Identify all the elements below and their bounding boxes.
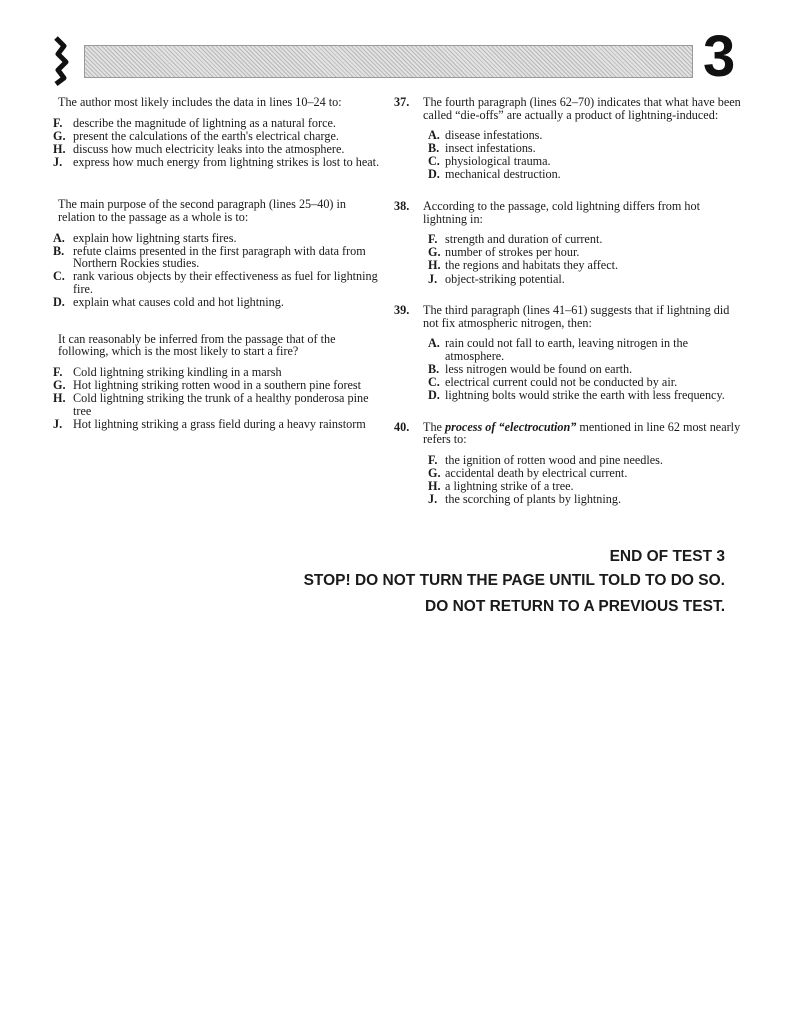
left-column xyxy=(53,95,380,449)
option-text: physiological trauma. xyxy=(445,154,551,169)
option-text: Hot lightning striking rotten wood in a southern pine forest xyxy=(73,378,362,392)
option-letter: G. xyxy=(428,466,441,481)
stop-instruction: STOP! DO NOT TURN THE PAGE UNTIL TOLD TO DO SO. xyxy=(303,572,725,589)
answer-option[interactable] xyxy=(53,295,380,310)
end-of-test-notice: END OF TEST 3 xyxy=(609,548,725,565)
option-letter: G. xyxy=(53,128,66,143)
option-letter: F. xyxy=(53,115,63,130)
option-text: Cold lightning striking the trunk of a healthy ponderosa pine tree xyxy=(73,391,369,418)
answer-option[interactable] xyxy=(53,230,380,245)
option-letter: B. xyxy=(53,243,65,258)
option-letter: F. xyxy=(53,364,63,379)
answer-options xyxy=(398,129,744,181)
question-stem: The fourth paragraph (lines 62–70) indicates that what have been called “die-offs” are actually a product of lightning-induced: xyxy=(423,95,741,122)
answer-option[interactable] xyxy=(423,493,744,506)
answer-option[interactable] xyxy=(423,168,744,181)
header-shaded-bar xyxy=(84,45,693,78)
option-letter: H. xyxy=(53,391,66,406)
answer-option[interactable] xyxy=(423,376,744,389)
answer-option[interactable] xyxy=(423,467,744,480)
answer-option[interactable] xyxy=(423,363,744,376)
right-column xyxy=(394,95,744,525)
option-letter: C. xyxy=(53,269,65,284)
answer-option[interactable] xyxy=(423,389,744,402)
answer-option[interactable] xyxy=(53,128,380,143)
option-text: strength and duration of current. xyxy=(445,232,603,247)
answer-option[interactable] xyxy=(423,480,744,493)
answer-option[interactable] xyxy=(53,364,380,379)
answer-option[interactable] xyxy=(423,233,744,246)
option-letter: C. xyxy=(428,375,440,390)
option-letter: A. xyxy=(428,128,440,143)
option-letter: H. xyxy=(53,141,66,156)
option-text: rank various objects by their effectiveness as fuel for lightning fire. xyxy=(73,269,378,297)
option-letter: D. xyxy=(53,295,65,310)
option-text: Cold lightning striking kindling in a marsh xyxy=(73,364,282,379)
option-text: describe the magnitude of lightning as a natural force. xyxy=(73,115,336,130)
question-40 xyxy=(394,419,744,507)
answer-options xyxy=(53,115,380,169)
answer-options xyxy=(398,233,744,285)
option-text: refute claims presented in the first paragraph with data from Northern Rockies studies. xyxy=(73,243,366,271)
question-stem: The author most likely includes the data in lines 10–24 to: xyxy=(58,95,342,109)
section-number: 3 xyxy=(703,24,736,89)
option-text: the regions and habitats they affect. xyxy=(445,258,619,273)
option-letter: F. xyxy=(428,232,438,247)
answer-options xyxy=(398,454,744,506)
option-text: lightning bolts would strike the earth with less frequency. xyxy=(445,388,725,403)
option-text: discuss how much electricity leaks into the atmosphere. xyxy=(73,141,345,156)
option-letter: G. xyxy=(53,378,66,392)
question-stem: It can reasonably be inferred from the passage that of the following, which is the most likely to start a fire? xyxy=(58,331,336,359)
question-left-3 xyxy=(53,331,380,431)
question-number: 37. xyxy=(394,95,410,109)
answer-option[interactable] xyxy=(423,273,744,286)
option-text: the scorching of plants by lightning. xyxy=(445,492,622,507)
option-letter: H. xyxy=(428,258,441,273)
question-38 xyxy=(394,199,744,286)
option-text: less nitrogen would be found on earth. xyxy=(445,362,633,376)
answer-option[interactable] xyxy=(53,391,380,418)
option-letter: H. xyxy=(428,479,441,494)
option-letter: D. xyxy=(428,388,440,403)
question-stem-end: mentioned in line 62 most nearly refers to: xyxy=(423,419,741,447)
option-text: present the calculations of the earth's electrical charge. xyxy=(73,128,339,143)
option-text: accidental death by electrical current. xyxy=(445,466,628,481)
option-text: insect infestations. xyxy=(445,141,536,156)
answer-option[interactable] xyxy=(53,378,380,392)
option-letter: J. xyxy=(428,271,438,286)
answer-options xyxy=(398,337,744,401)
option-letter: J. xyxy=(53,154,63,169)
answer-option[interactable] xyxy=(423,454,744,467)
option-text: rain could not fall to earth, leaving nitrogen in the atmosphere. xyxy=(445,336,689,363)
question-stem-start: The xyxy=(423,419,445,434)
answer-option[interactable] xyxy=(53,154,380,169)
question-39 xyxy=(394,303,744,403)
question-left-1 xyxy=(53,95,380,169)
question-stem: The third paragraph (lines 41–61) suggests that if lightning did not fix atmospheric nitrogen, then: xyxy=(423,303,730,330)
answer-options xyxy=(53,364,380,431)
option-letter: C. xyxy=(428,154,440,169)
answer-option[interactable] xyxy=(423,155,744,168)
option-letter: J. xyxy=(53,416,63,431)
option-text: express how much energy from lightning strikes is lost to heat. xyxy=(73,154,380,169)
section-marker-icon xyxy=(52,36,70,86)
option-letter: A. xyxy=(53,230,65,245)
option-text: object-striking potential. xyxy=(445,271,565,286)
option-letter: B. xyxy=(428,362,440,376)
return-instruction: DO NOT RETURN TO A PREVIOUS TEST. xyxy=(425,598,725,615)
option-text: disease infestations. xyxy=(445,128,543,143)
question-number: 39. xyxy=(394,303,410,318)
answer-options xyxy=(53,230,380,310)
option-text: explain what causes cold and hot lightning. xyxy=(73,295,284,310)
answer-option[interactable] xyxy=(53,416,380,431)
option-letter: D. xyxy=(428,167,440,182)
question-number: 40. xyxy=(394,419,410,434)
answer-option[interactable] xyxy=(423,246,744,259)
option-letter: F. xyxy=(428,452,438,467)
question-stem: According to the passage, cold lightning differs from hot lightning in: xyxy=(423,199,700,226)
option-letter: J. xyxy=(428,492,438,507)
option-text: a lightning strike of a tree. xyxy=(445,479,574,494)
option-text: mechanical destruction. xyxy=(445,167,561,182)
answer-option[interactable] xyxy=(423,129,744,142)
option-letter: B. xyxy=(428,141,440,156)
answer-option[interactable] xyxy=(423,259,744,272)
option-letter: A. xyxy=(428,336,440,351)
answer-option[interactable] xyxy=(53,243,380,271)
option-text: Hot lightning striking a grass field during a heavy rainstorm xyxy=(73,416,366,431)
option-text: number of strokes per hour. xyxy=(445,245,580,260)
answer-option[interactable] xyxy=(53,115,380,130)
question-number: 38. xyxy=(394,199,410,214)
question-37 xyxy=(394,95,744,182)
question-left-2 xyxy=(53,197,380,310)
question-stem: The main purpose of the second paragraph (lines 25–40) in relation to the passage as a whole is to: xyxy=(58,197,347,225)
answer-option[interactable] xyxy=(423,337,744,362)
option-text: the ignition of rotten wood and pine needles. xyxy=(445,452,663,467)
option-text: electrical current could not be conducted by air. xyxy=(445,375,678,390)
answer-option[interactable] xyxy=(423,142,744,155)
answer-option[interactable] xyxy=(53,269,380,297)
question-stem xyxy=(398,421,744,446)
option-letter: G. xyxy=(428,245,441,260)
option-text: explain how lightning starts fires. xyxy=(73,230,237,245)
question-stem-emphasis: process of “electrocution” xyxy=(445,419,577,434)
answer-option[interactable] xyxy=(53,141,380,156)
